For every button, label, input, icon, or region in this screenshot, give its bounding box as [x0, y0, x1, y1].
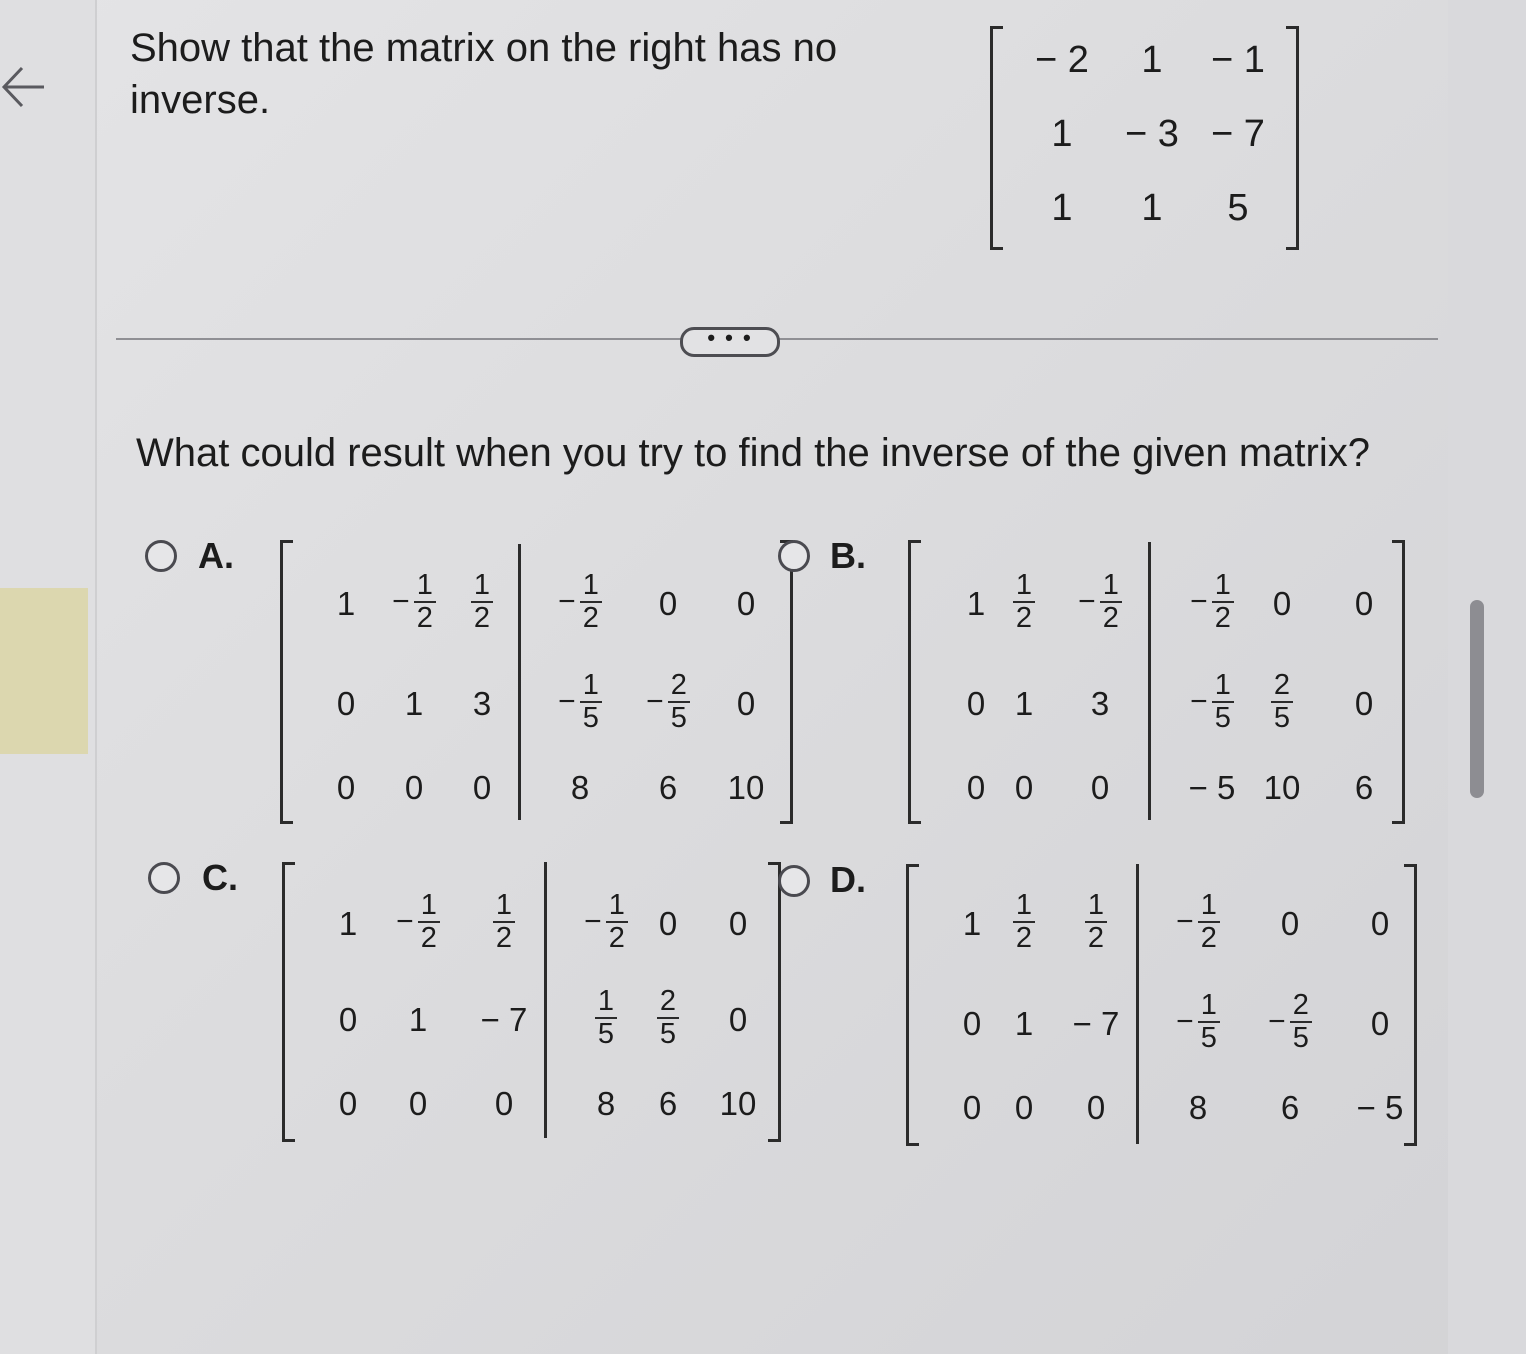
- option-b-augment-bar: [1148, 542, 1151, 820]
- option-d-fraction: [1248, 990, 1332, 1054]
- option-d-fraction: [1156, 890, 1240, 954]
- option-a-sign: −: [558, 585, 576, 618]
- option-b-entry: 0: [1354, 685, 1374, 722]
- option-d-denominator: 2: [1085, 921, 1107, 954]
- option-a-entry: 10: [727, 769, 765, 806]
- option-c-entry: 0: [494, 1085, 514, 1122]
- option-a-fraction: [538, 670, 622, 734]
- option-c-entry: 0: [728, 1001, 748, 1038]
- option-d-numerator: 1: [1015, 889, 1033, 921]
- option-b-entry: 0: [1014, 769, 1034, 806]
- matrix-right-bracket: [1286, 26, 1299, 250]
- option-b-entry: − 5: [1188, 769, 1236, 806]
- option-c-sign: −: [396, 905, 414, 938]
- option-d-entry: 1: [1014, 1005, 1034, 1042]
- option-d-radio[interactable]: [778, 865, 810, 897]
- option-b-entry: 0: [966, 769, 986, 806]
- option-b-denominator: 5: [1271, 701, 1293, 734]
- option-d-entry: 0: [962, 1089, 982, 1126]
- option-b-numerator: 1: [1015, 569, 1033, 601]
- option-c-denominator: 2: [418, 921, 440, 954]
- option-a-numerator: 1: [416, 569, 433, 601]
- option-b-numerator: 2: [1273, 669, 1291, 701]
- option-a-numerator: 2: [670, 669, 687, 701]
- option-d-fraction: [1156, 990, 1240, 1054]
- option-d-entry: − 7: [1072, 1005, 1120, 1042]
- option-a-entry: 3: [472, 685, 492, 722]
- option-b-sign: −: [1078, 585, 1096, 618]
- option-a-entry: 1: [404, 685, 424, 722]
- option-d-sign: −: [1176, 1005, 1194, 1038]
- option-b-numerator: 1: [1214, 569, 1231, 601]
- option-b-denominator: 2: [1212, 601, 1234, 634]
- option-d-entry: 0: [962, 1005, 982, 1042]
- option-b-fraction: [1240, 670, 1324, 734]
- option-a-entry: 0: [336, 769, 356, 806]
- option-d-denominator: 2: [1013, 921, 1035, 954]
- option-a-entry: 0: [336, 685, 356, 722]
- option-a-right-bracket: [780, 540, 793, 824]
- option-b-entry: 1: [966, 585, 986, 622]
- given-matrix-entry: − 2: [1035, 39, 1089, 81]
- option-c-entry: 10: [719, 1085, 757, 1122]
- matrix-left-bracket: [990, 26, 1003, 250]
- option-c-fraction: [626, 986, 710, 1050]
- option-a-entry: 1: [336, 585, 356, 622]
- option-c-entry: − 7: [480, 1001, 528, 1038]
- option-c-entry: 0: [338, 1085, 358, 1122]
- scrollbar[interactable]: [1470, 600, 1484, 798]
- option-a-denominator: 5: [668, 701, 690, 734]
- option-b-denominator: 2: [1100, 601, 1122, 634]
- back-arrow-icon[interactable]: [0, 52, 48, 122]
- option-d-entry: 0: [1014, 1089, 1034, 1126]
- option-a-denominator: 2: [580, 601, 602, 634]
- option-a-sign: −: [392, 585, 410, 618]
- option-c-numerator: 1: [608, 889, 625, 921]
- option-b-entry: 6: [1354, 769, 1374, 806]
- option-c-left-bracket: [282, 862, 295, 1142]
- option-d-sign: −: [1176, 905, 1194, 938]
- given-matrix-entry: − 3: [1125, 113, 1179, 155]
- option-b-entry: 10: [1263, 769, 1301, 806]
- option-c-denominator: 5: [657, 1017, 679, 1050]
- given-matrix-entry: − 7: [1211, 113, 1265, 155]
- option-a-sign: −: [558, 685, 576, 718]
- option-b-denominator: 2: [1013, 601, 1035, 634]
- option-a-entry: 0: [736, 685, 756, 722]
- option-b-fraction: [1170, 570, 1254, 634]
- option-c-label: C.: [202, 857, 238, 898]
- given-matrix-entry: 1: [1051, 113, 1073, 155]
- option-c-entry: 1: [338, 905, 358, 942]
- option-b-numerator: 1: [1214, 669, 1231, 701]
- given-matrix-entry: − 1: [1211, 39, 1265, 81]
- option-d-entry: 0: [1086, 1089, 1106, 1126]
- problem-prompt: Show that the matrix on the right has no inverse.: [130, 26, 838, 122]
- option-c-entry: 1: [408, 1001, 428, 1038]
- option-a-numerator: 1: [582, 669, 599, 701]
- given-matrix-entry: 5: [1227, 187, 1249, 229]
- option-b-entry: 3: [1090, 685, 1110, 722]
- option-b-fraction: [982, 570, 1066, 634]
- option-c-entry: 0: [728, 905, 748, 942]
- option-c-fraction: [462, 890, 546, 954]
- given-matrix-entry: 1: [1051, 187, 1073, 229]
- option-c-denominator: 5: [595, 1017, 617, 1050]
- option-a-label: A.: [198, 535, 234, 576]
- given-matrix-entry: 1: [1141, 39, 1163, 81]
- option-d-entry: 0: [1280, 905, 1300, 942]
- option-d-entry: 0: [1370, 905, 1390, 942]
- option-b-entry: 0: [1090, 769, 1110, 806]
- option-c-entry: 0: [658, 905, 678, 942]
- option-c-entry: 6: [658, 1085, 678, 1122]
- option-a-left-bracket: [280, 540, 293, 824]
- option-c-numerator: 1: [495, 889, 513, 921]
- option-d-entry: 6: [1280, 1089, 1300, 1126]
- option-a-entry: 0: [658, 585, 678, 622]
- option-b-fraction: [1058, 570, 1142, 634]
- question-text: What could result when you try to find the inverse of the given matrix?: [136, 431, 1370, 475]
- option-c-sign: −: [584, 905, 602, 938]
- option-a-radio[interactable]: [145, 540, 177, 572]
- option-c-entry: 8: [596, 1085, 616, 1122]
- option-b-entry: 1: [1014, 685, 1034, 722]
- option-c-denominator: 2: [493, 921, 515, 954]
- option-a-numerator: 1: [473, 569, 491, 601]
- option-b-label: B.: [830, 535, 866, 576]
- option-d-denominator: 5: [1198, 1021, 1220, 1054]
- show-more-button[interactable]: • • •: [680, 327, 780, 357]
- option-b-radio[interactable]: [778, 540, 810, 572]
- option-d-numerator: 1: [1200, 889, 1217, 921]
- option-d-denominator: 2: [1198, 921, 1220, 954]
- option-d-label: D.: [830, 859, 866, 900]
- option-b-sign: −: [1190, 685, 1208, 718]
- option-c-numerator: 2: [659, 985, 677, 1017]
- option-b-entry: 0: [1272, 585, 1292, 622]
- option-a-entry: 0: [736, 585, 756, 622]
- option-d-left-bracket: [906, 864, 919, 1146]
- option-b-entry: 0: [966, 685, 986, 722]
- option-b-left-bracket: [908, 540, 921, 824]
- given-matrix-entry: 1: [1141, 187, 1163, 229]
- option-d-entry: − 5: [1356, 1089, 1404, 1126]
- highlight-band: [0, 588, 88, 754]
- option-a-entry: 0: [404, 769, 424, 806]
- option-a-denominator: 2: [414, 601, 436, 634]
- option-a-denominator: 2: [471, 601, 493, 634]
- option-a-fraction: [440, 570, 524, 634]
- option-d-numerator: 1: [1200, 989, 1217, 1021]
- option-c-denominator: 2: [606, 921, 628, 954]
- option-c-fraction: [376, 890, 460, 954]
- option-d-numerator: 1: [1087, 889, 1105, 921]
- option-b-numerator: 1: [1102, 569, 1119, 601]
- option-d-fraction: [1054, 890, 1138, 954]
- option-d-sign: −: [1268, 1005, 1286, 1038]
- option-a-denominator: 5: [580, 701, 602, 734]
- option-c-numerator: 1: [420, 889, 437, 921]
- option-d-entry: 8: [1188, 1089, 1208, 1126]
- option-b-entry: 0: [1354, 585, 1374, 622]
- option-a-entry: 0: [472, 769, 492, 806]
- option-c-numerator: 1: [597, 985, 615, 1017]
- option-a-numerator: 1: [582, 569, 599, 601]
- option-b-sign: −: [1190, 585, 1208, 618]
- option-a-fraction: [626, 670, 710, 734]
- option-d-denominator: 5: [1290, 1021, 1312, 1054]
- option-a-fraction: [538, 570, 622, 634]
- option-d-numerator: 2: [1292, 989, 1309, 1021]
- option-a-entry: 6: [658, 769, 678, 806]
- option-a-sign: −: [646, 685, 664, 718]
- option-d-entry: 0: [1370, 1005, 1390, 1042]
- option-c-entry: 0: [408, 1085, 428, 1122]
- option-c-entry: 0: [338, 1001, 358, 1038]
- option-a-entry: 8: [570, 769, 590, 806]
- option-b-denominator: 5: [1212, 701, 1234, 734]
- scroll-track: [1448, 0, 1526, 1354]
- option-d-entry: 1: [962, 905, 982, 942]
- option-c-radio[interactable]: [148, 862, 180, 894]
